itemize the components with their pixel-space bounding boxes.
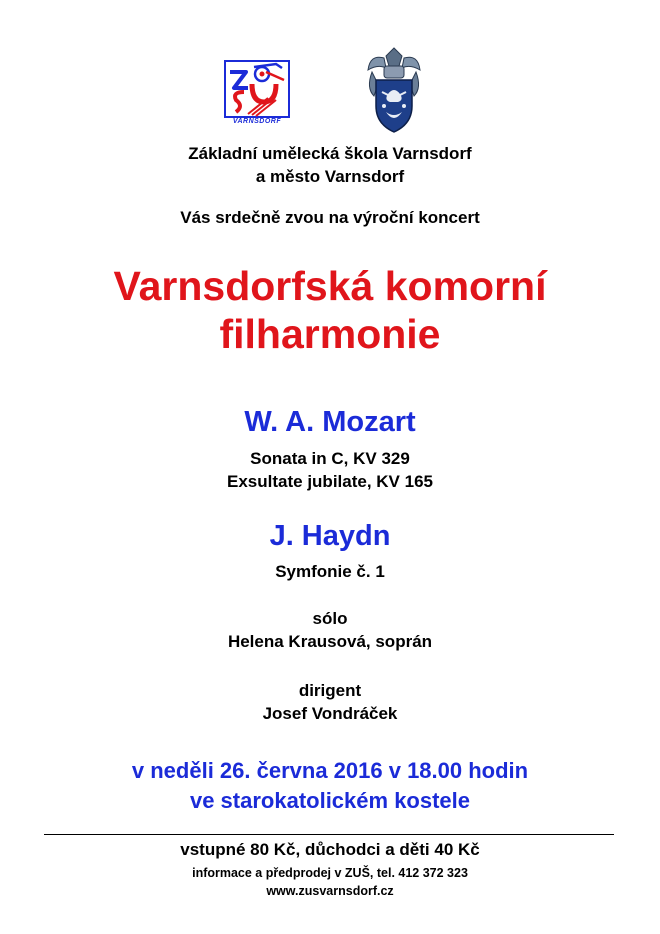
composer-mozart: W. A. Mozart [244,406,416,438]
work-item: Sonata in C, KV 329 [250,449,410,468]
event-venue: ve starokatolickém kostele [189,788,471,813]
logo-row [0,58,660,138]
event-date-time: v neděli 26. června 2016 v 18.00 hodin [131,758,529,783]
conductor-block [0,679,660,725]
soloist-block [0,607,660,653]
title-line-2: filharmonie [219,311,441,357]
school-logo-text: VARNSDORF [232,118,282,125]
organizers [0,142,660,188]
organizer-line-1: Základní umělecká škola Varnsdorf [188,144,472,163]
admission-price: vstupné 80 Kč, důchodci a děti 40 Kč [180,840,480,859]
soloist-name: Helena Krausová, soprán [227,632,433,651]
composer-haydn: J. Haydn [269,520,391,552]
work-item: Exsultate jubilate, KV 165 [227,472,433,491]
conductor-name: Josef Vondráček [262,704,398,723]
soloist-label: sólo [312,609,348,628]
conductor-label: dirigent [298,681,362,700]
footer-info [0,864,660,900]
invitation-text: Vás srdečně zvou na výroční koncert [180,208,480,227]
event-details [0,756,660,816]
works-haydn [0,560,660,583]
works-mozart [0,447,660,493]
divider [44,834,614,835]
presale-info: informace a předprodej v ZUŠ, tel. 412 372 323 [192,866,468,880]
work-item: Symfonie č. 1 [275,562,385,581]
title-line-1: Varnsdorfská komorní [113,263,547,309]
organizer-line-2: a město Varnsdorf [255,167,405,186]
concert-title [0,262,660,358]
zus-varnsdorf-logo-icon [222,58,292,130]
website-link[interactable]: www.zusvarnsdorf.cz [266,884,394,898]
varnsdorf-coat-of-arms-icon [362,44,426,136]
